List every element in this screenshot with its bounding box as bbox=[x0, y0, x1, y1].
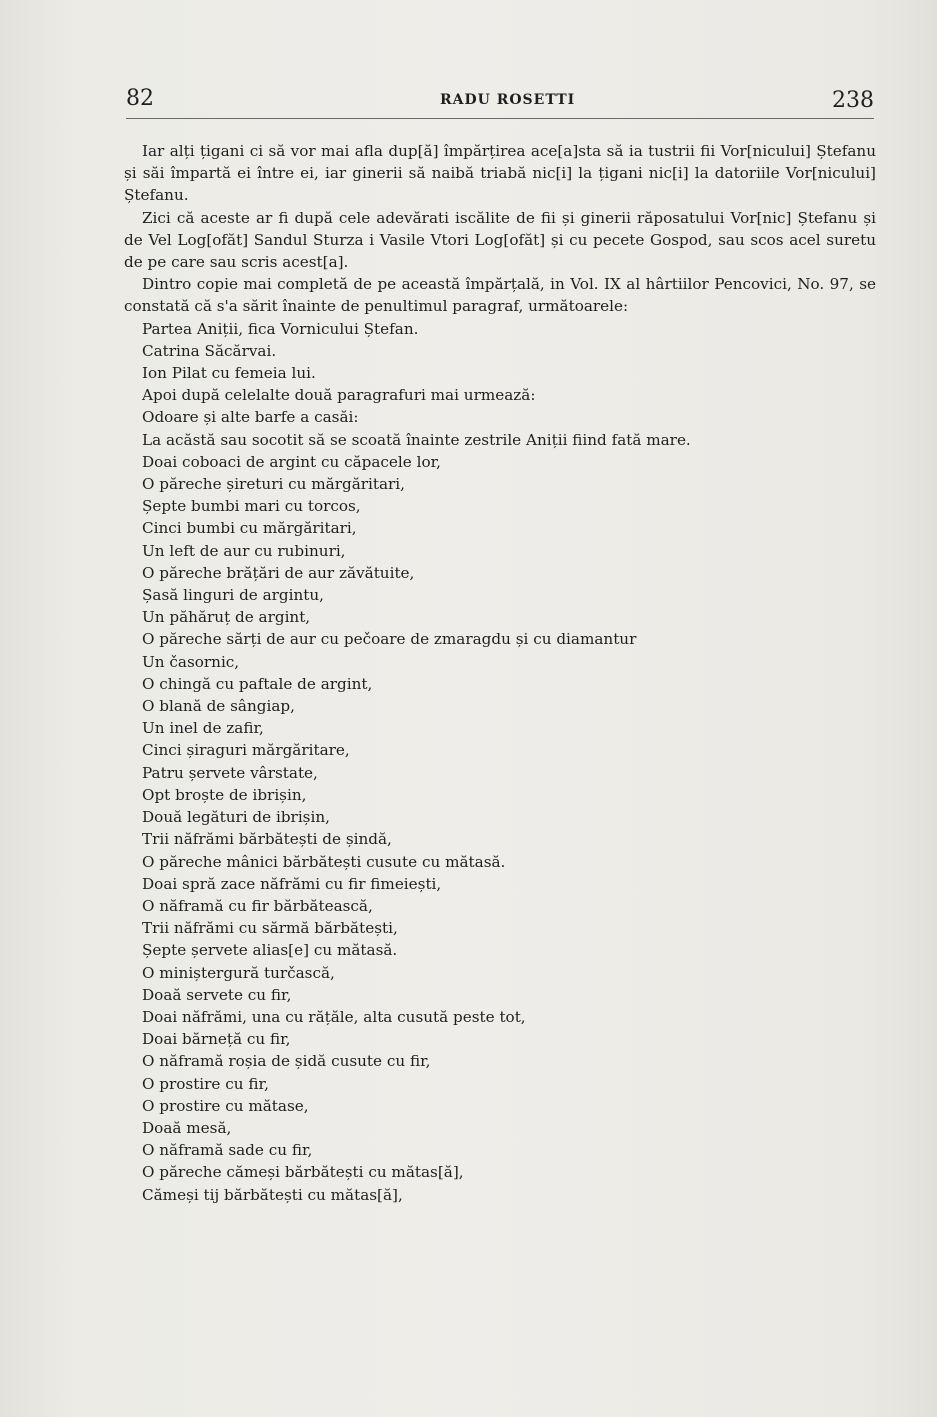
list-line: Cinci șiraguri mărgăritare, bbox=[142, 741, 350, 760]
paragraph: Iar alți țigani ci să vor mai afla dup[ă] împărțirea ace[a]sta să ia tustrii fii Vor[nicului] Ștefanu și săi împartă ei între ei, iar ginerii să naibă triabă nic[i] la țigani nic[i] la datoriile Vor[nicului] Ștefanu. bbox=[124, 142, 876, 205]
page-number-right: 238 bbox=[832, 88, 874, 113]
list-line: O păreche cămeși bărbătești cu mătas[ă], bbox=[142, 1163, 464, 1182]
list-line: O păreche șireturi cu mărgăritari, bbox=[142, 475, 405, 494]
list-line: Trii năfrămi bărbătești de șindă, bbox=[142, 830, 392, 849]
list-line: La acăstă sau socotit să se scoată înainte zestrile Aniții fiind fată mare. bbox=[142, 430, 691, 449]
list-line: O miniștergură turčască, bbox=[142, 963, 335, 982]
list-line: O păreche sărți de aur cu pečoare de zmaragdu și cu diamantur bbox=[142, 630, 637, 649]
list-line: Catrina Săcărvai. bbox=[142, 341, 277, 360]
list-line: Patru șervete vârstate, bbox=[142, 763, 318, 782]
list-line: Un časornic, bbox=[142, 652, 240, 671]
list-line: O păreche brățări de aur zăvătuite, bbox=[142, 563, 415, 582]
list-line: O năframă roșia de șidă cusute cu fir, bbox=[142, 1052, 431, 1071]
list-line: O prostire cu mătase, bbox=[142, 1096, 309, 1115]
list-line: O blană de sângiap, bbox=[142, 697, 295, 716]
list-line: Apoi după celelalte două paragrafuri mai urmează: bbox=[142, 386, 536, 405]
list-line: O păreche mânici bărbătești cusute cu mătasă. bbox=[142, 852, 506, 871]
list-line: Șepte șervete alias[e] cu mătasă. bbox=[142, 941, 398, 960]
list-line: Doai spră zace năfrămi cu fir fimeiești, bbox=[142, 874, 442, 893]
page-number-left: 82 bbox=[126, 86, 154, 111]
list-line: Un inel de zafir, bbox=[142, 719, 264, 738]
list-line: Șepte bumbi mari cu torcos, bbox=[142, 497, 361, 516]
list-line: Ion Pilat cu femeia lui. bbox=[142, 364, 316, 383]
list-line: Două legături de ibrișin, bbox=[142, 808, 330, 827]
list-line: Șasă linguri de argintu, bbox=[142, 586, 325, 605]
list-line: Doai coboaci de argint cu căpacele lor, bbox=[142, 452, 442, 471]
list-line: Un păhăruț de argint, bbox=[142, 608, 311, 627]
list-line: Doai năfrămi, una cu rățăle, alta cusută peste tot, bbox=[142, 1007, 526, 1026]
paragraph: Zici că aceste ar fi după cele adevărati iscălite de fii și ginerii răposatului Vor[nic] Ștefanu și de Vel Log[ofăt] Sandul Sturza i Vasile Vtori Log[ofăt] și cu pecete Gospod, sau scos acel suretu de pe care sau scris acest[a]. bbox=[124, 208, 876, 272]
list-line: Doaă servete cu fir, bbox=[142, 985, 292, 1004]
list-line: Doai bărneță cu fir, bbox=[142, 1030, 291, 1049]
list-line: Cămeși tij bărbătești cu mătas[ă], bbox=[142, 1185, 403, 1204]
list-line: O năframă sade cu fir, bbox=[142, 1141, 313, 1160]
list-line: Odoare și alte barfe a casăi: bbox=[142, 408, 359, 427]
list-line: Cinci bumbi cu mărgăritari, bbox=[142, 519, 357, 538]
list-line: Doaă mesă, bbox=[142, 1118, 232, 1137]
list-line: O năframă cu fir bărbătească, bbox=[142, 896, 373, 915]
list-line: Opt broște de ibrișin, bbox=[142, 785, 307, 804]
page-header bbox=[126, 86, 874, 119]
list-line: Trii năfrămi cu sărmă bărbătești, bbox=[142, 919, 398, 938]
list-line: Un left de aur cu rubinuri, bbox=[142, 541, 346, 560]
page-body bbox=[124, 140, 876, 1206]
running-title: RADU ROSETTI bbox=[440, 92, 576, 108]
list-line: O chingă cu paftale de argint, bbox=[142, 674, 373, 693]
list-line: O prostire cu fir, bbox=[142, 1074, 269, 1093]
list-line: Partea Aniții, fica Vornicului Ștefan. bbox=[142, 319, 419, 338]
paragraph: Dintro copie mai completă de pe această împărțală, in Vol. IX al hârtiilor Pencovici, No. 97, se constată că s'a sărit înainte de penultimul paragraf, următoarele: bbox=[124, 275, 876, 316]
